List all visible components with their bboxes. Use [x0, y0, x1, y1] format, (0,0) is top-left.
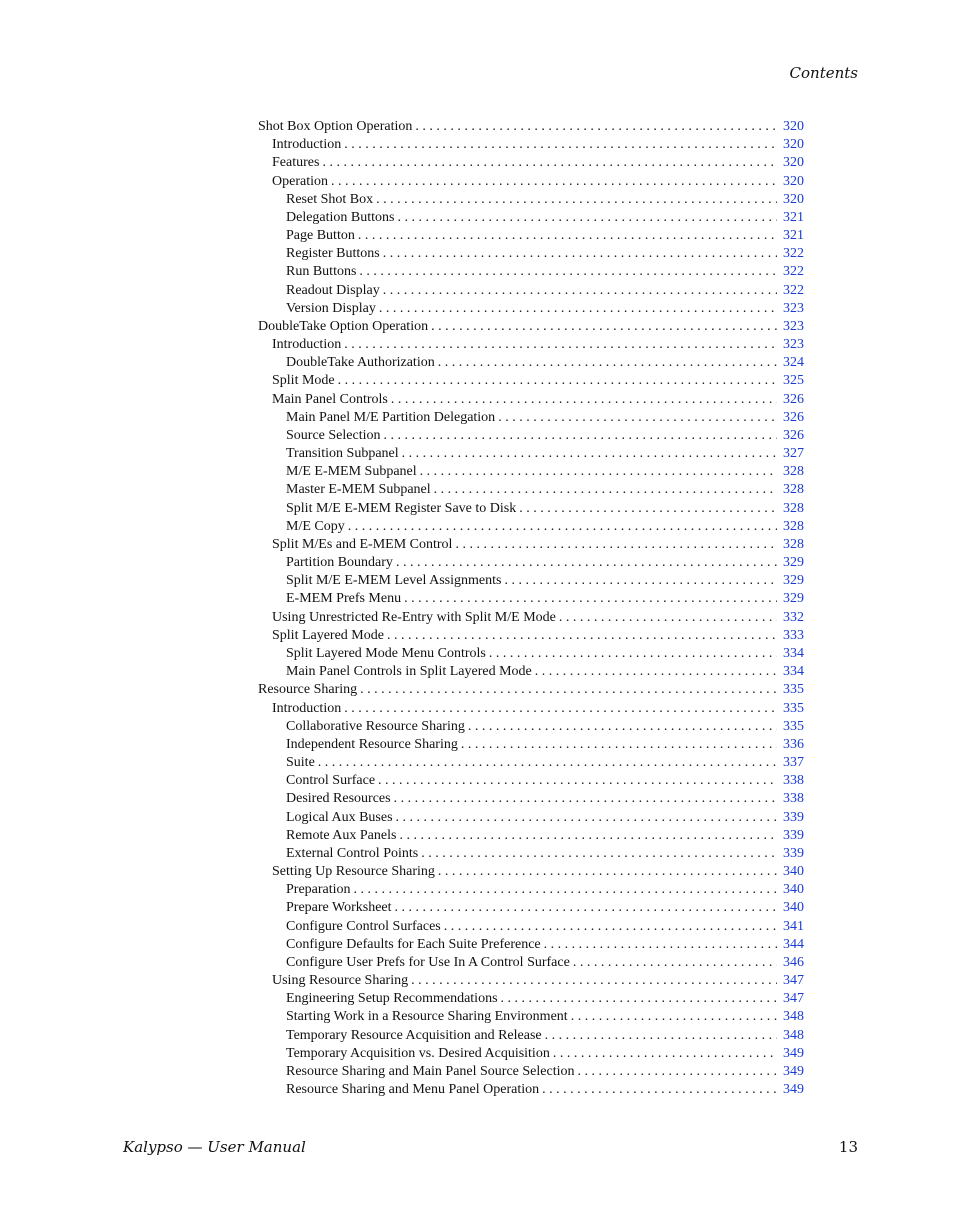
toc-dot-leader [396, 809, 777, 827]
toc-page-link[interactable]: 340 [777, 863, 804, 881]
toc-entry-title: Split Mode [272, 372, 338, 390]
toc-dot-leader [519, 500, 777, 518]
toc-entry-title: Features [272, 154, 322, 172]
toc-dot-leader [489, 645, 777, 663]
toc-entry[interactable] [258, 173, 804, 191]
toc-dot-leader [461, 736, 777, 754]
toc-page-link[interactable]: 349 [777, 1081, 804, 1099]
toc-page-link[interactable]: 328 [777, 518, 804, 536]
toc-dot-leader [411, 972, 777, 990]
toc-dot-leader [344, 336, 777, 354]
toc-page-link[interactable]: 321 [777, 227, 804, 245]
toc-page-link[interactable]: 320 [777, 191, 804, 209]
toc-entry-title: M/E Copy [286, 518, 348, 536]
toc-entry-title: Shot Box Option Operation [258, 118, 415, 136]
toc-entry[interactable] [258, 300, 804, 318]
toc-entry[interactable] [258, 445, 804, 463]
toc-page-link[interactable]: 320 [777, 173, 804, 191]
toc-page-link[interactable]: 340 [777, 899, 804, 917]
toc-dot-leader [498, 409, 777, 427]
toc-dot-leader [402, 445, 777, 463]
toc-dot-leader [542, 1081, 777, 1099]
toc-entry[interactable] [258, 700, 804, 718]
toc-entry[interactable] [258, 627, 804, 645]
toc-dot-leader [420, 463, 777, 481]
toc-page-link[interactable]: 339 [777, 845, 804, 863]
toc-entry-title: Page Button [286, 227, 358, 245]
toc-page-link[interactable]: 323 [777, 318, 804, 336]
toc-dot-leader [421, 845, 777, 863]
toc-page-link[interactable]: 322 [777, 245, 804, 263]
toc-entry-title: Delegation Buttons [286, 209, 398, 227]
toc-entry-title: Split M/E E-MEM Register Save to Disk [286, 500, 519, 518]
toc-dot-leader [535, 663, 777, 681]
toc-dot-leader [387, 627, 777, 645]
footer-manual-title: Kalypso — User Manual [123, 1138, 306, 1156]
toc-dot-leader [438, 354, 777, 372]
toc-entry-title: Split M/E E-MEM Level Assignments [286, 572, 504, 590]
toc-page-link[interactable]: 337 [777, 754, 804, 772]
toc-page-link[interactable]: 348 [777, 1027, 804, 1045]
toc-entry-title: Configure Control Surfaces [286, 918, 444, 936]
toc-page-link[interactable]: 341 [777, 918, 804, 936]
toc-page-link[interactable]: 326 [777, 391, 804, 409]
toc-dot-leader [431, 318, 777, 336]
toc-page-link[interactable]: 334 [777, 645, 804, 663]
toc-entry[interactable] [258, 918, 804, 936]
toc-entry-title: M/E E-MEM Subpanel [286, 463, 420, 481]
toc-dot-leader [504, 572, 777, 590]
toc-page-link[interactable]: 338 [777, 790, 804, 808]
toc-entry[interactable] [258, 1081, 804, 1099]
toc-page-link[interactable]: 321 [777, 209, 804, 227]
toc-entry-title: Master E-MEM Subpanel [286, 481, 434, 499]
toc-entry-title: External Control Points [286, 845, 421, 863]
toc-dot-leader [383, 427, 777, 445]
toc-entry-title: DoubleTake Authorization [286, 354, 438, 372]
toc-entry[interactable] [258, 409, 804, 427]
toc-entry[interactable] [258, 790, 804, 808]
toc-page-link[interactable]: 320 [777, 118, 804, 136]
toc-entry-title: Register Buttons [286, 245, 383, 263]
toc-entry-title: Resource Sharing and Main Panel Source Selection [286, 1063, 577, 1081]
toc-dot-leader [338, 372, 777, 390]
toc-entry[interactable] [258, 954, 804, 972]
toc-page-link[interactable]: 322 [777, 282, 804, 300]
toc-entry[interactable] [258, 809, 804, 827]
toc-entry-title: Main Panel M/E Partition Delegation [286, 409, 498, 427]
toc-entry[interactable] [258, 572, 804, 590]
toc-entry-title: Transition Subpanel [286, 445, 402, 463]
toc-entry[interactable] [258, 554, 804, 572]
toc-entry[interactable] [258, 1008, 804, 1026]
toc-dot-leader [444, 918, 777, 936]
toc-entry-title: DoubleTake Option Operation [258, 318, 431, 336]
toc-dot-leader [468, 718, 777, 736]
toc-entry-title: Using Resource Sharing [272, 972, 411, 990]
toc-entry-title: Temporary Resource Acquisition and Release [286, 1027, 545, 1045]
toc-page-link[interactable]: 329 [777, 590, 804, 608]
toc-entry[interactable] [258, 336, 804, 354]
toc-page-link[interactable]: 349 [777, 1045, 804, 1063]
toc-page-link[interactable]: 339 [777, 827, 804, 845]
toc-page-link[interactable]: 324 [777, 354, 804, 372]
toc-page-link[interactable]: 335 [777, 700, 804, 718]
toc-dot-leader [438, 863, 777, 881]
toc-entry-title: Independent Resource Sharing [286, 736, 461, 754]
toc-dot-leader [571, 1008, 777, 1026]
footer-page-number: 13 [838, 1138, 858, 1156]
toc-page-link[interactable]: 327 [777, 445, 804, 463]
toc-dot-leader [359, 263, 777, 281]
toc-dot-leader [398, 209, 778, 227]
toc-page-link[interactable]: 326 [777, 409, 804, 427]
toc-page-link[interactable]: 340 [777, 881, 804, 899]
toc-page-link[interactable]: 335 [777, 681, 804, 699]
toc-entry[interactable] [258, 227, 804, 245]
toc-entry-title: Introduction [272, 700, 344, 718]
toc-entry-title: Split Layered Mode Menu Controls [286, 645, 489, 663]
toc-entry[interactable] [258, 500, 804, 518]
toc-entry-title: Version Display [286, 300, 379, 318]
toc-entry[interactable] [258, 191, 804, 209]
toc-dot-leader [383, 245, 777, 263]
toc-entry[interactable] [258, 372, 804, 390]
toc-dot-leader [383, 282, 777, 300]
toc-page-link[interactable]: 335 [777, 718, 804, 736]
toc-dot-leader [344, 700, 777, 718]
toc-dot-leader [544, 936, 777, 954]
toc-entry[interactable] [258, 845, 804, 863]
toc-entry-title: Prepare Worksheet [286, 899, 395, 917]
toc-dot-leader [344, 136, 777, 154]
toc-entry[interactable] [258, 645, 804, 663]
toc-page-link[interactable]: 328 [777, 536, 804, 554]
toc-entry[interactable] [258, 1063, 804, 1081]
toc-dot-leader [358, 227, 777, 245]
toc-entry-title: Desired Resources [286, 790, 394, 808]
toc-entry-title: Source Selection [286, 427, 383, 445]
toc-entry-title: Configure Defaults for Each Suite Preference [286, 936, 544, 954]
toc-dot-leader [577, 1063, 777, 1081]
toc-entry-title: Main Panel Controls [272, 391, 391, 409]
toc-dot-leader [501, 990, 777, 1008]
toc-page-link[interactable]: 329 [777, 572, 804, 590]
toc-entry[interactable] [258, 972, 804, 990]
toc-entry-title: Split Layered Mode [272, 627, 387, 645]
toc-entry-title: Reset Shot Box [286, 191, 376, 209]
toc-entry[interactable] [258, 463, 804, 481]
toc-entry-title: Remote Aux Panels [286, 827, 399, 845]
toc-page-link[interactable]: 329 [777, 554, 804, 572]
toc-entry[interactable] [258, 154, 804, 172]
toc-page-link[interactable]: 336 [777, 736, 804, 754]
toc-page-link[interactable]: 348 [777, 1008, 804, 1026]
toc-entry[interactable] [258, 245, 804, 263]
toc-entry[interactable] [258, 590, 804, 608]
toc-dot-leader [399, 827, 777, 845]
toc-entry-title: Starting Work in a Resource Sharing Environment [286, 1008, 571, 1026]
toc-dot-leader [376, 191, 777, 209]
toc-page-link[interactable]: 322 [777, 263, 804, 281]
toc-page-link[interactable]: 349 [777, 1063, 804, 1081]
toc-dot-leader [378, 772, 777, 790]
toc-entry[interactable] [258, 1027, 804, 1045]
toc-entry[interactable] [258, 136, 804, 154]
toc-entry-title: Preparation [286, 881, 354, 899]
toc-page-link[interactable]: 346 [777, 954, 804, 972]
toc-entry-title: Split M/Es and E-MEM Control [272, 536, 455, 554]
toc-dot-leader [434, 481, 777, 499]
toc-page-link[interactable]: 347 [777, 972, 804, 990]
toc-entry-title: Resource Sharing and Menu Panel Operation [286, 1081, 542, 1099]
toc-dot-leader [348, 518, 777, 536]
toc-entry[interactable] [258, 863, 804, 881]
toc-page-link[interactable]: 333 [777, 627, 804, 645]
toc-entry[interactable] [258, 990, 804, 1008]
toc-entry-title: Configure User Prefs for Use In A Control Surface [286, 954, 573, 972]
toc-page-link[interactable]: 347 [777, 990, 804, 1008]
toc-dot-leader [415, 118, 777, 136]
toc-entry[interactable] [258, 282, 804, 300]
toc-entry-title: Introduction [272, 336, 344, 354]
running-head: Contents [789, 64, 858, 82]
toc-entry-title: Engineering Setup Recommendations [286, 990, 501, 1008]
toc-page-link[interactable]: 323 [777, 300, 804, 318]
toc-entry[interactable] [258, 736, 804, 754]
toc-dot-leader [354, 881, 777, 899]
toc-entry-title: Introduction [272, 136, 344, 154]
toc-entry[interactable] [258, 354, 804, 372]
toc-dot-leader [553, 1045, 777, 1063]
toc-entry[interactable] [258, 209, 804, 227]
toc-dot-leader [404, 590, 777, 608]
toc-page-link[interactable]: 328 [777, 500, 804, 518]
toc-entry-title: Temporary Acquisition vs. Desired Acquisition [286, 1045, 553, 1063]
toc-entry[interactable] [258, 899, 804, 917]
toc-entry[interactable] [258, 518, 804, 536]
toc-entry-title: Collaborative Resource Sharing [286, 718, 468, 736]
table-of-contents [258, 118, 804, 1099]
toc-entry[interactable] [258, 936, 804, 954]
toc-page-link[interactable]: 334 [777, 663, 804, 681]
toc-entry[interactable] [258, 318, 804, 336]
toc-dot-leader [545, 1027, 777, 1045]
toc-dot-leader [396, 554, 777, 572]
toc-entry[interactable] [258, 481, 804, 499]
toc-page-link[interactable]: 323 [777, 336, 804, 354]
toc-page-link[interactable]: 339 [777, 809, 804, 827]
toc-entry-title: Setting Up Resource Sharing [272, 863, 438, 881]
toc-page-link[interactable]: 344 [777, 936, 804, 954]
toc-entry[interactable] [258, 772, 804, 790]
toc-dot-leader [394, 790, 777, 808]
toc-page-link[interactable]: 338 [777, 772, 804, 790]
toc-dot-leader [559, 609, 777, 627]
toc-entry[interactable] [258, 754, 804, 772]
toc-entry[interactable] [258, 1045, 804, 1063]
toc-entry[interactable] [258, 609, 804, 627]
toc-page-link[interactable]: 328 [777, 481, 804, 499]
toc-entry[interactable] [258, 536, 804, 554]
toc-entry[interactable] [258, 391, 804, 409]
toc-dot-leader [360, 681, 777, 699]
toc-page-link[interactable]: 332 [777, 609, 804, 627]
toc-entry[interactable] [258, 263, 804, 281]
toc-entry[interactable] [258, 718, 804, 736]
toc-entry-title: Using Unrestricted Re-Entry with Split M/E Mode [272, 609, 559, 627]
toc-entry-title: Run Buttons [286, 263, 359, 281]
toc-entry-title: E-MEM Prefs Menu [286, 590, 404, 608]
toc-entry[interactable] [258, 681, 804, 699]
toc-dot-leader [573, 954, 777, 972]
toc-entry-title: Operation [272, 173, 331, 191]
toc-page-link[interactable]: 326 [777, 427, 804, 445]
toc-dot-leader [455, 536, 777, 554]
toc-dot-leader [318, 754, 777, 772]
toc-entry[interactable] [258, 427, 804, 445]
toc-entry-title: Partition Boundary [286, 554, 396, 572]
toc-dot-leader [331, 173, 777, 191]
toc-entry-title: Control Surface [286, 772, 378, 790]
toc-page-link[interactable]: 328 [777, 463, 804, 481]
toc-dot-leader [391, 391, 777, 409]
toc-entry[interactable] [258, 827, 804, 845]
toc-entry-title: Logical Aux Buses [286, 809, 396, 827]
toc-page-link[interactable]: 320 [777, 136, 804, 154]
toc-entry[interactable] [258, 118, 804, 136]
toc-entry[interactable] [258, 881, 804, 899]
toc-page-link[interactable]: 325 [777, 372, 804, 390]
toc-entry-title: Readout Display [286, 282, 383, 300]
toc-entry-title: Resource Sharing [258, 681, 360, 699]
toc-dot-leader [395, 899, 777, 917]
toc-entry-title: Main Panel Controls in Split Layered Mode [286, 663, 535, 681]
toc-entry-title: Suite [286, 754, 318, 772]
toc-page-link[interactable]: 320 [777, 154, 804, 172]
toc-dot-leader [379, 300, 777, 318]
toc-dot-leader [322, 154, 777, 172]
toc-entry[interactable] [258, 663, 804, 681]
